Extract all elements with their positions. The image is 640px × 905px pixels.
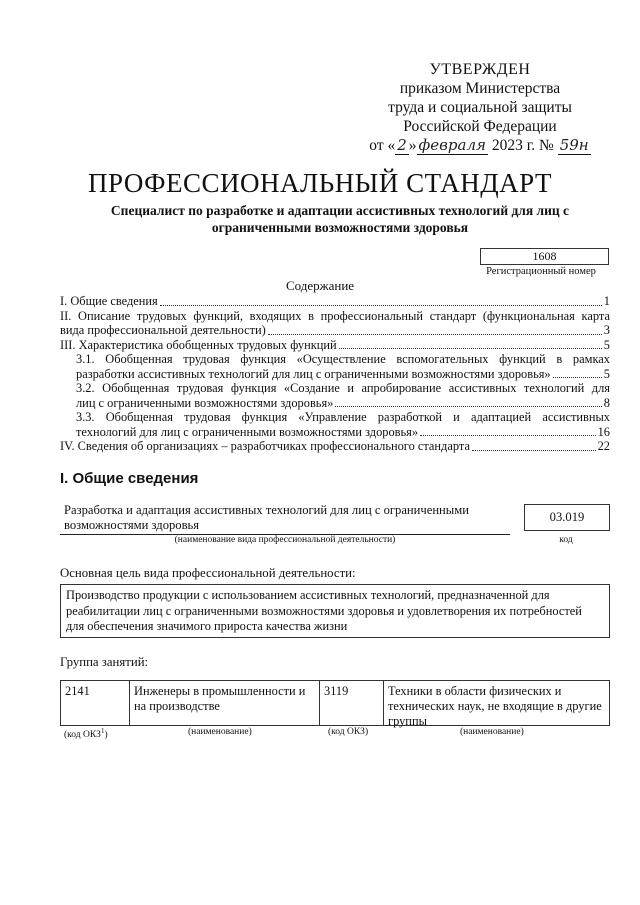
table-cell-code2: 3119 <box>319 681 383 725</box>
order-line: от « 2 » февраля 2023 г. № 59н <box>369 136 589 154</box>
table-cell-code1: 2141 <box>65 684 90 698</box>
approval-line-2: труда и социальной защиты <box>388 99 572 116</box>
toc-entry[interactable]: 3.1. Обобщенная трудовая функция «Осуществление вспомогательных функций в рамках разработки ассистивных технологий для лиц с ограниченными возможностями здоровья» 5 <box>76 352 610 381</box>
approval-block <box>360 60 600 155</box>
registration-caption: Регистрационный номер <box>486 266 596 277</box>
order-year: 2023 г. № <box>491 137 554 154</box>
activity-name: Разработка и адаптация ассистивных технологий для лиц с ограниченными возможностями здоровья <box>64 503 469 532</box>
occupation-group-table <box>60 680 610 726</box>
approval-line-1: приказом Министерства <box>399 80 561 97</box>
toc-entry[interactable]: I. Общие сведения 1 <box>60 294 610 308</box>
section-title: I. Общие сведения <box>60 470 199 487</box>
approval-line-3: Российской Федерации <box>403 118 557 135</box>
toc-entry[interactable]: IV. Сведения об организациях – разработчиках профессионального стандарта 22 <box>60 439 610 453</box>
toc-entry[interactable]: 3.3. Обобщенная трудовая функция «Управление разработкой и адаптацией ассистивных технологий для лиц с ограниченными возможностями здоровья» 16 <box>76 410 610 439</box>
contents-heading: Содержание <box>285 278 355 293</box>
table-of-contents <box>60 294 610 454</box>
document-title: ПРОФЕССИОНАЛЬНЫЙ СТАНДАРТ <box>87 168 553 198</box>
table-cell-name2: Техники в области физических и технических наук, не входящие в другие группы <box>383 681 609 725</box>
toc-entry[interactable]: III. Характеристика обобщенных трудовых функций 5 <box>60 337 610 352</box>
code-caption: код <box>559 535 573 545</box>
approval-heading: УТВЕРЖДЕН <box>429 61 531 78</box>
order-day: 2 <box>397 136 407 154</box>
table-cell-name1: Инженеры в промышленности и на производстве <box>129 681 319 725</box>
caption-code-okz-1: (код ОКЗ$^1$) <box>64 727 108 741</box>
caption-name-1: (наименование) <box>188 727 252 737</box>
goal-text: Производство продукции с использованием ассистивных технологий, предназначенной для реабилитации лиц с ограниченными возможностями здоровья и удовлетворения их потребностей для обеспечения значимого прироста качества жизни <box>66 588 582 633</box>
order-month: февраля <box>418 136 486 154</box>
caption-code-okz-2: (код ОКЗ) <box>328 727 369 737</box>
document-subtitle: Специалист по разработке и адаптации ассистивных технологий для лиц с ограниченными возможностями здоровья <box>110 203 570 235</box>
toc-entry[interactable]: II. Описание трудовых функций, входящих в профессиональный стандарт (функциональная карта вида профессиональной деятельности) 3 <box>60 308 610 337</box>
goal-label: Основная цель вида профессиональной деятельности: <box>60 566 356 580</box>
registration-number: 1608 <box>480 248 609 265</box>
toc-entry[interactable]: 3.2. Обобщенная трудовая функция «Создание и апробирование ассистивных технологий для лиц с ограниченными возможностями здоровья» 8 <box>76 381 610 410</box>
activity-code: 03.019 <box>524 504 610 531</box>
order-number: 59н <box>559 136 589 154</box>
caption-name-2: (наименование) <box>460 727 524 737</box>
activity-caption: (наименование вида профессиональной деятельности) <box>174 535 396 545</box>
group-label: Группа занятий: <box>60 655 149 669</box>
